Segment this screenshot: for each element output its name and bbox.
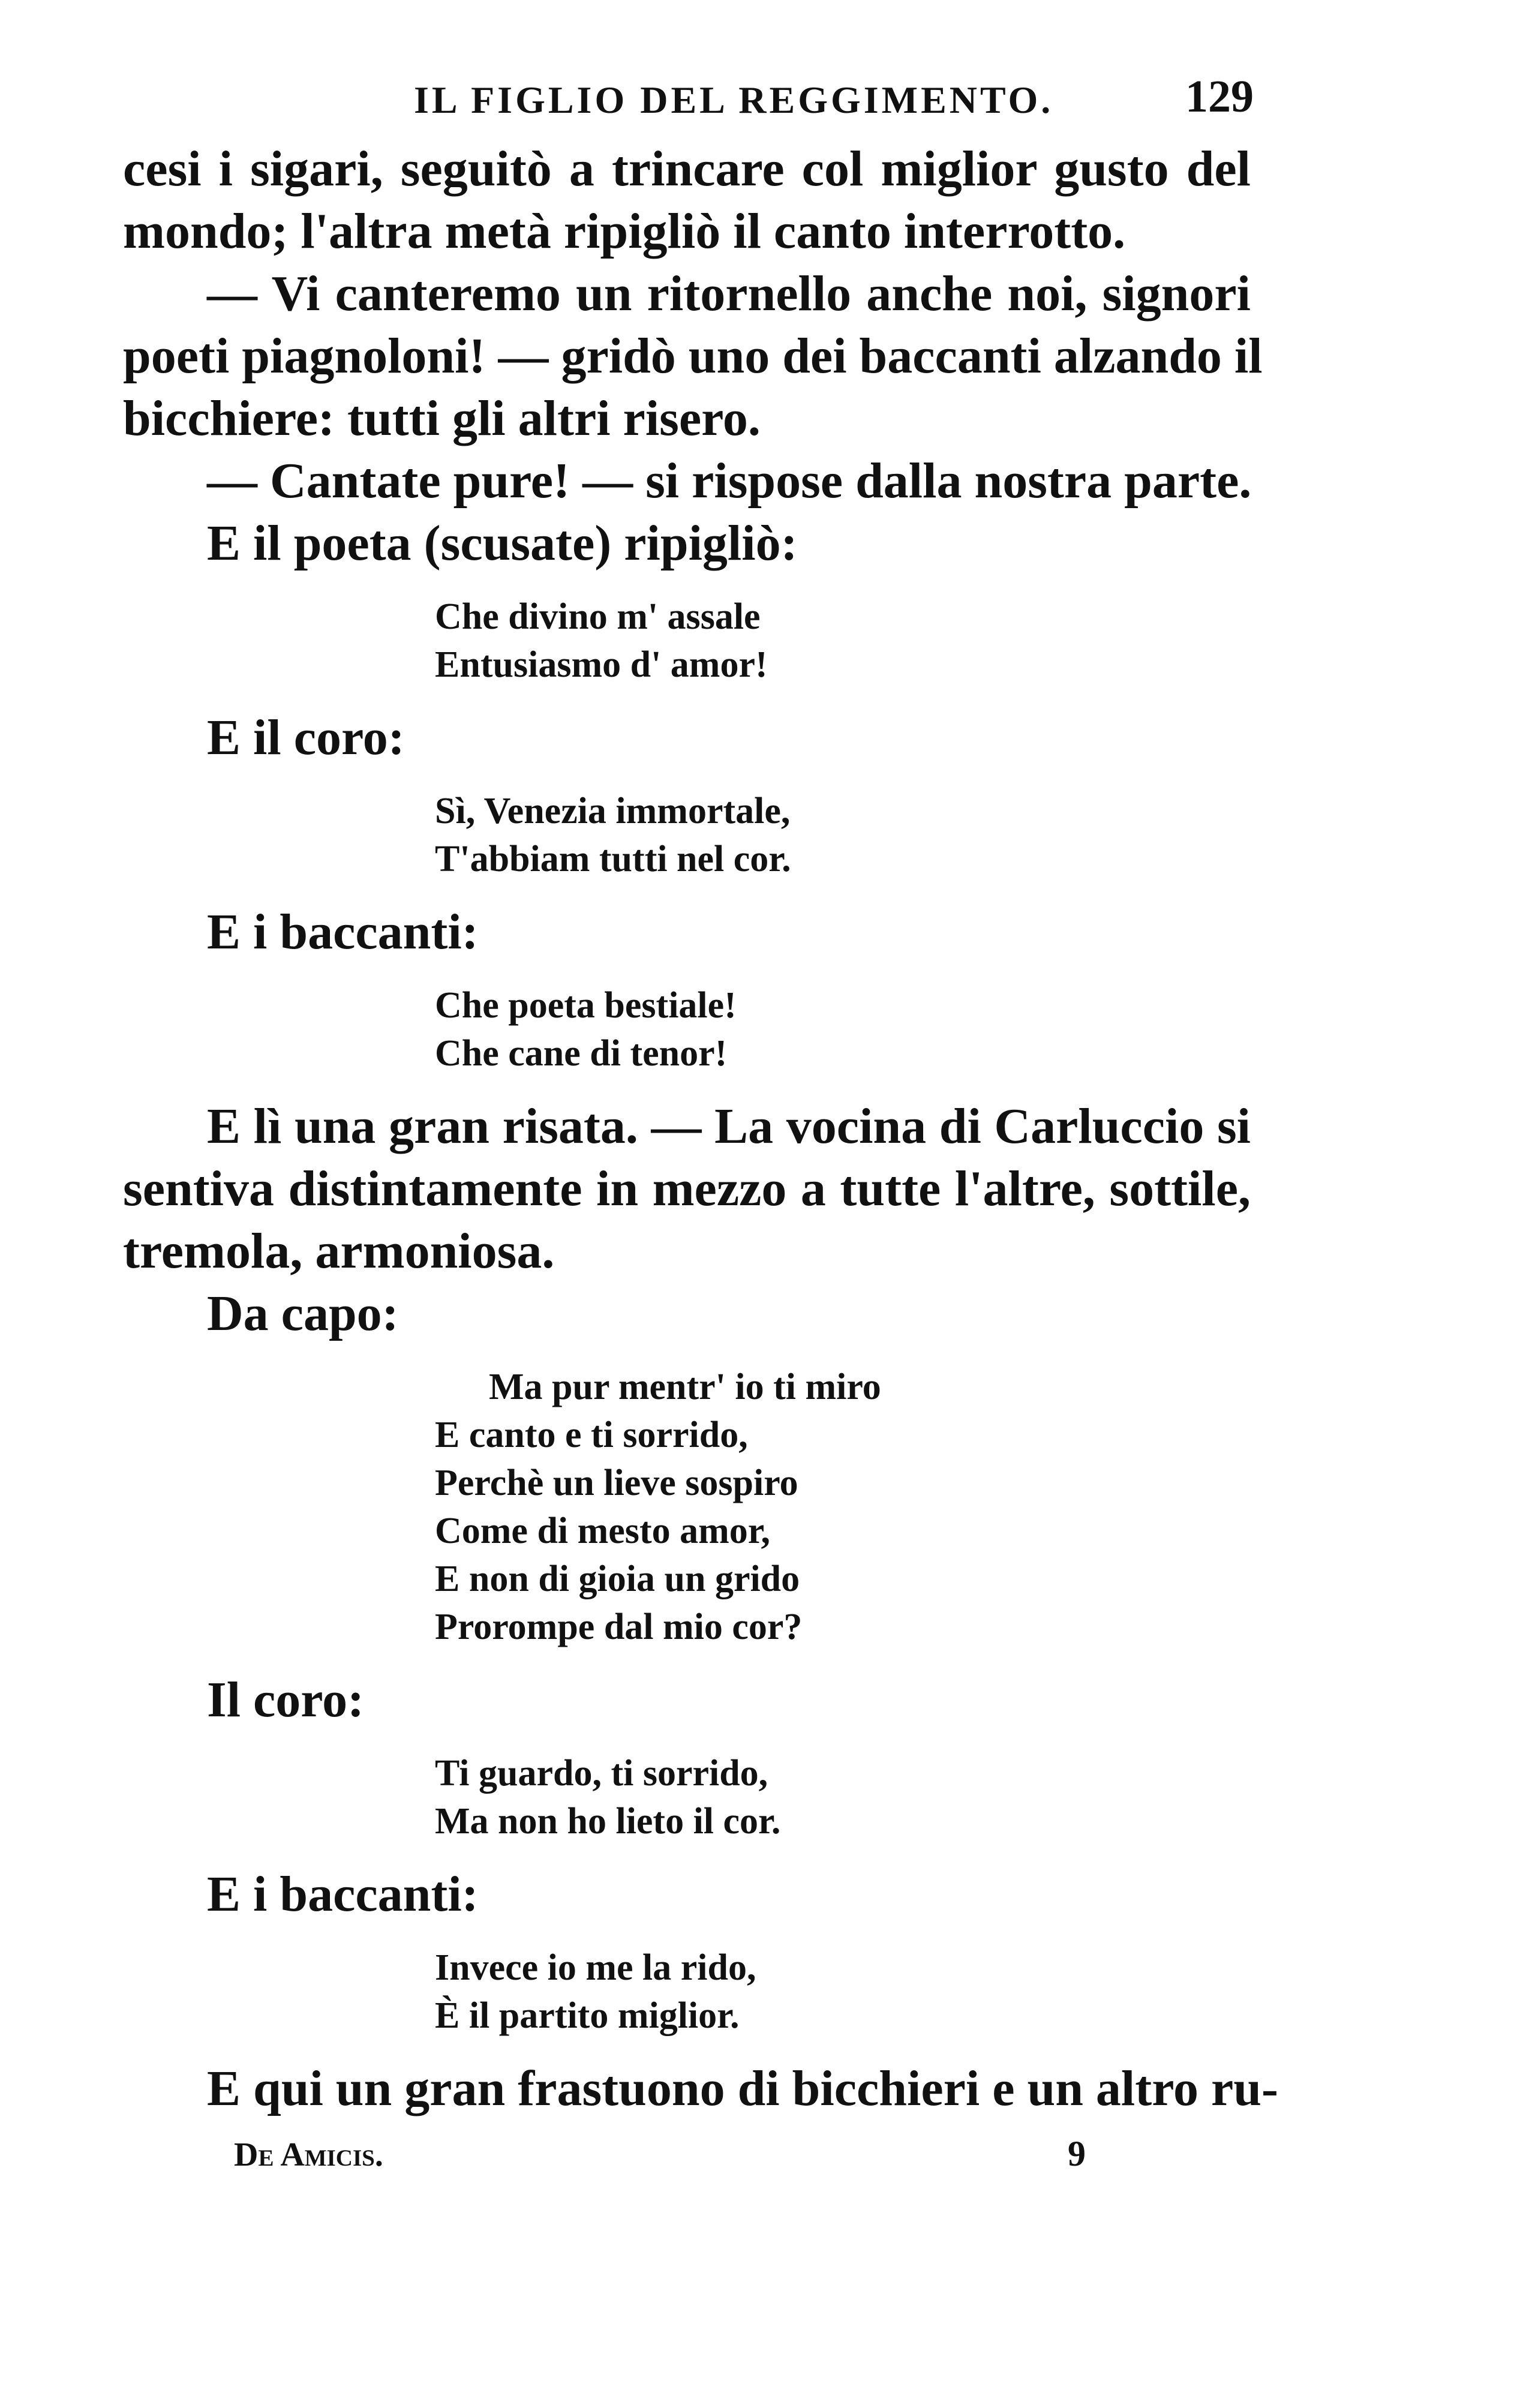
- speaker-label: Il coro:: [207, 1672, 365, 1728]
- text-line: — Cantate pure! — si rispose dalla nostra parte.: [207, 453, 1252, 509]
- speaker-label: E i baccanti:: [207, 1866, 479, 1922]
- text-line: E lì una gran risata. — La vocina di Carluccio si: [207, 1098, 1251, 1154]
- verse-line: Che cane di tenor!: [435, 1033, 728, 1074]
- speaker-label: Da capo:: [207, 1286, 399, 1341]
- verse-line: Come di mesto amor,: [435, 1511, 771, 1551]
- verse-revelers: [123, 981, 1251, 1077]
- verse-line: Che divino m' assale: [435, 596, 761, 637]
- verse-line: E non di gioia un grido: [435, 1559, 800, 1599]
- verse-chorus: [123, 787, 1251, 883]
- running-title: IL FIGLIO DEL REGGIMENTO.: [414, 79, 1054, 121]
- text-line: bicchiere: tutti gli altri risero.: [123, 391, 761, 446]
- verse-line: Perchè un lieve sospiro: [435, 1463, 798, 1503]
- verse-line: Ti guardo, ti sorrido,: [435, 1753, 768, 1794]
- page-footer: [234, 2136, 1086, 2184]
- verse-line: E canto e ti sorrido,: [435, 1415, 748, 1455]
- verse-revelers-2: [123, 1944, 1251, 2040]
- verse-line: Che poeta bestiale!: [435, 985, 737, 1026]
- verse-line: T'abbiam tutti nel cor.: [435, 839, 791, 879]
- signature-mark-author: De Amicis.: [234, 2136, 383, 2173]
- page-number: 129: [1185, 71, 1254, 122]
- verse-line: Sì, Venezia immortale,: [435, 791, 791, 831]
- verse-line: Ma pur mentr' io ti miro: [489, 1367, 881, 1407]
- speaker-label: E i baccanti:: [207, 904, 479, 960]
- verse-line: Prorompe dal mio cor?: [435, 1607, 803, 1647]
- verse-poet: [123, 593, 1251, 689]
- verse-stanza: [123, 1363, 1251, 1651]
- verse-line: Invece io me la rido,: [435, 1947, 756, 1988]
- text-line: cesi i sigari, seguitò a trincare col miglior gusto del: [123, 141, 1251, 197]
- speaker-label: E il coro:: [207, 710, 405, 765]
- verse-line: Entusiasmo d' amor!: [435, 644, 768, 685]
- verse-line: È il partito miglior.: [435, 1995, 740, 2036]
- text-line: E qui un gran frastuono di bicchieri e un altro ru-: [207, 2061, 1278, 2116]
- page-header: [414, 66, 1254, 132]
- text-line: E il poeta (scusate) ripigliò:: [207, 515, 798, 571]
- verse-chorus-2: [123, 1749, 1251, 1845]
- signature-number: 9: [1068, 2134, 1086, 2173]
- verse-line: Ma non ho lieto il cor.: [435, 1801, 781, 1842]
- body-text: [123, 138, 1278, 2120]
- text-line: — Vi canteremo un ritornello anche noi, signori: [207, 266, 1251, 322]
- text-line: tremola, armoniosa.: [123, 1223, 555, 1279]
- text-line: mondo; l'altra metà ripigliò il canto interrotto.: [123, 203, 1126, 259]
- text-line: poeti piagnoloni! — gridò uno dei baccanti alzando il: [123, 328, 1263, 384]
- text-line: sentiva distintamente in mezzo a tutte l'altre, sottile,: [123, 1161, 1251, 1217]
